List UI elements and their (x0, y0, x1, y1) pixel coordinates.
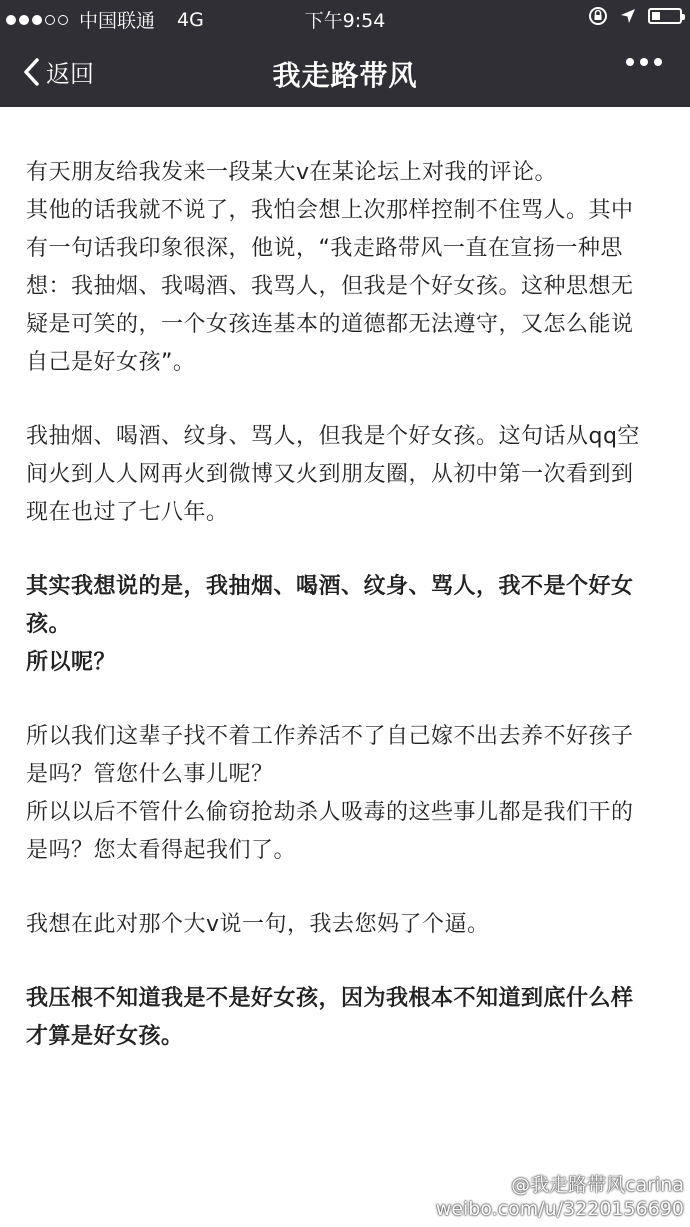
paragraph-line: 是吗？管您什么事儿呢？ (26, 762, 274, 787)
navigation-bar (0, 36, 690, 107)
article-paragraph (26, 154, 666, 382)
article-paragraph (26, 418, 666, 532)
article-paragraph (26, 568, 666, 682)
paragraph-line: 疑是可笑的，一个女孩连基本的道德都无法遵守，又怎么能说 (26, 312, 634, 337)
paragraph-line: 想：我抽烟、我喝酒、我骂人，但我是个好女孩。这种思想无 (26, 274, 634, 299)
paragraph-line: 所以我们这辈子找不着工作养活不了自己嫁不出去养不好孩子 (26, 724, 634, 749)
carrier-name: 中国联通 (79, 10, 156, 32)
paragraph-line: 有一句话我印象很深，他说，“我走路带风一直在宣扬一种思 (26, 236, 623, 261)
paragraph-line: 有天朋友给我发来一段某大v在某论坛上对我的评论。 (26, 160, 558, 185)
paragraph-line: 我抽烟、喝酒、纹身、骂人，但我是个好女孩。这句话从qq空 (26, 424, 640, 449)
network-type: 4G (177, 8, 204, 31)
watermark-url: weibo.com/u/3220156690 (435, 1198, 684, 1220)
back-label: 返回 (46, 60, 94, 88)
battery-icon (648, 8, 682, 24)
more-options-icon[interactable] (620, 58, 662, 66)
rotation-lock-icon (588, 6, 608, 26)
paragraph-line: 我压根不知道我是不是好女孩，因为我根本不知道到底什么样 (26, 986, 634, 1011)
status-right (588, 6, 682, 26)
location-arrow-icon (618, 6, 638, 26)
paragraph-line: 自己是好女孩”。 (26, 350, 196, 375)
paragraph-line: 所以以后不管什么偷窃抢劫杀人吸毒的这些事儿都是我们干的 (26, 800, 634, 825)
paragraph-line: 是吗？您太看得起我们了。 (26, 838, 297, 863)
status-bar (0, 0, 690, 36)
watermark-handle: @我走路带风carina (511, 1174, 684, 1196)
weibo-watermark (436, 1173, 684, 1221)
clock: 下午9:54 (304, 10, 386, 32)
article-body (26, 154, 666, 1092)
paragraph-line: 孩。 (26, 612, 72, 637)
article-paragraph (26, 906, 666, 944)
article-paragraph (26, 980, 666, 1056)
page-title: 我走路带风 (272, 59, 418, 92)
paragraph-line: 所以呢？ (26, 650, 117, 675)
paragraph-line: 其实我想说的是，我抽烟、喝酒、纹身、骂人，我不是个好女 (26, 574, 634, 599)
paragraph-line: 间火到人人网再火到微博又火到朋友圈，从初中第一次看到到 (26, 462, 634, 487)
paragraph-line: 现在也过了七八年。 (26, 500, 229, 525)
paragraph-line: 其他的话我就不说了，我怕会想上次那样控制不住骂人。其中 (26, 198, 634, 223)
paragraph-line: 我想在此对那个大v说一句，我去您妈了个逼。 (26, 912, 490, 937)
paragraph-line: 才算是好女孩。 (26, 1024, 184, 1049)
article-paragraph (26, 718, 666, 870)
